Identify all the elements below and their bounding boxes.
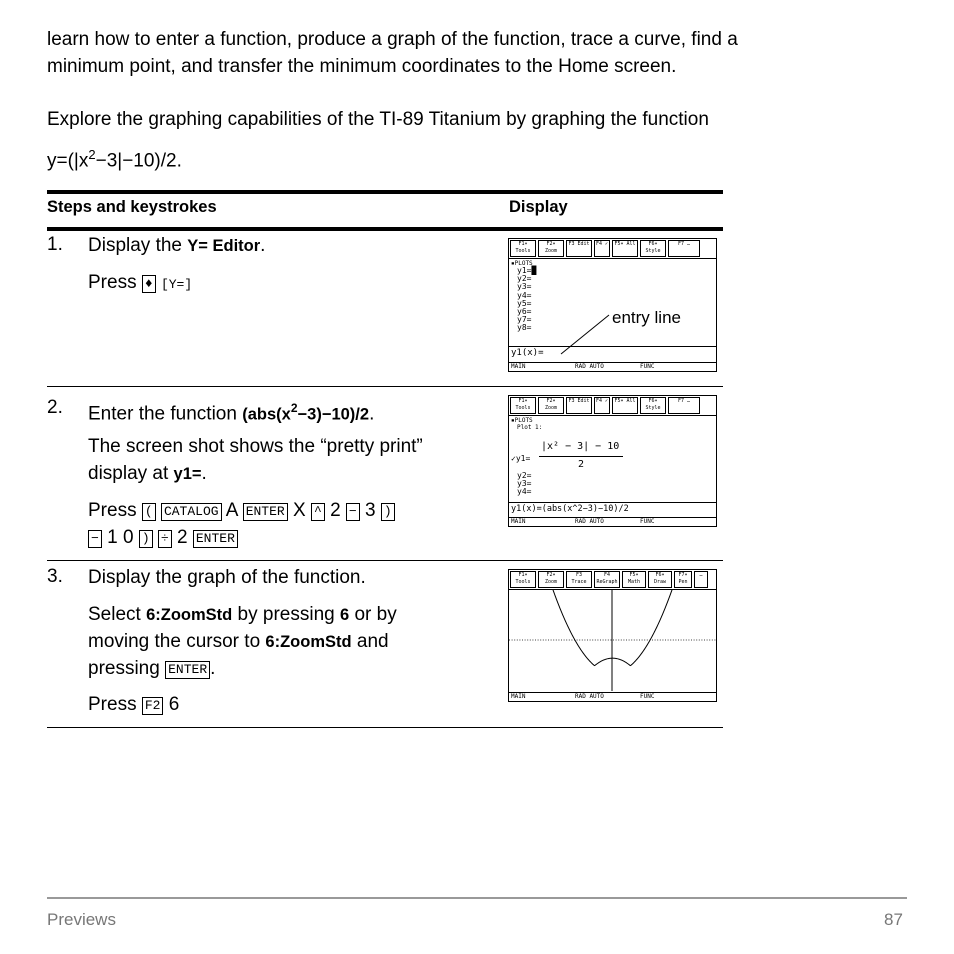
step-2-bold-a: (abs(x [242, 405, 291, 424]
select-text: pressing [88, 658, 166, 679]
zoomstd-bold: 6:ZoomStd [146, 606, 233, 624]
toolbar-key: F4 ✓ [594, 397, 610, 414]
digit-0: 0 [122, 527, 134, 548]
step-2-end: . [369, 403, 375, 425]
toolbar-key: F3 Trace [566, 571, 592, 588]
step-2-bold-b: −3)−10)/2 [297, 405, 370, 424]
y-line: y7= [517, 315, 532, 325]
toolbar-key: F3 Edit [566, 240, 592, 257]
toolbar-key: F6▾ Style [640, 397, 666, 414]
letter-x: X [293, 500, 306, 521]
calculator-screen-y-editor [508, 238, 717, 372]
toolbar-key: F2▾ Zoom [538, 397, 564, 414]
column-header-steps: Steps and keystrokes [47, 198, 217, 216]
step-1-end: . [260, 235, 266, 256]
entry-line-callout: entry line [612, 308, 681, 327]
footer-section: Previews [47, 910, 116, 929]
table-header-rule [47, 227, 723, 231]
diamond-key: ♦ [142, 275, 156, 293]
toolbar-key: F1▾ Tools [510, 240, 536, 257]
fraction-numerator: |x² − 3| − 10 [541, 441, 620, 452]
toolbar-key: F5▾ All [612, 240, 638, 257]
plots-label: ▪PLOTS [511, 260, 533, 267]
function-expression [47, 141, 182, 174]
select-text: Select [88, 604, 147, 625]
step-1-bold: Y= Editor [187, 237, 261, 255]
function-graph [509, 590, 716, 691]
step-3-number: 3. [47, 566, 63, 587]
step-1-text-a: Display the [88, 235, 188, 256]
status-mode: MAIN [511, 363, 526, 370]
screen-toolbar [509, 396, 716, 416]
digit-2: 2 [177, 527, 188, 548]
toolbar-key: F4 ✓ [594, 240, 610, 257]
plot-1-label: Plot 1: [517, 424, 543, 431]
minus-key: − [346, 503, 360, 521]
entry-line: y1(x)=(abs(x^2−3)−10)/2 [511, 504, 629, 514]
y-line: y2= [517, 471, 532, 480]
footer-rule [47, 897, 907, 899]
digit-6: 6 [168, 694, 180, 715]
caret-key: ^ [311, 503, 325, 521]
page-number: 87 [884, 910, 903, 929]
entry-line-divider [509, 502, 716, 503]
status-angle: RAD AUTO [575, 518, 604, 525]
table-top-rule [47, 190, 723, 194]
note-bold: y1= [173, 465, 202, 483]
function-suffix: −3|−10)/2. [95, 150, 182, 172]
note-text: display at [88, 463, 174, 484]
letter-a: A [225, 500, 238, 521]
step-3-select-2 [88, 628, 498, 656]
toolbar-key: F6▾ Style [640, 240, 666, 257]
note-end: . [201, 463, 207, 484]
divide-key: ÷ [158, 530, 172, 548]
step-1-number: 1. [47, 234, 63, 255]
toolbar-key: F2▾ Zoom [538, 571, 564, 588]
step-1-press [88, 269, 488, 298]
status-mode: MAIN [511, 693, 526, 700]
calculator-screen-pretty-print [508, 395, 717, 527]
enter-key: ENTER [243, 503, 288, 521]
entry-line: y1(x)= [511, 348, 544, 358]
select-text: or by [349, 604, 397, 625]
toolbar-key: F1▾ Tools [510, 571, 536, 588]
status-mode: MAIN [511, 518, 526, 525]
step-2-press-line-2 [88, 524, 488, 551]
step-2-note-2 [88, 460, 488, 488]
step-3-title: Display the graph of the function. [88, 567, 366, 588]
calculator-screen-graph [508, 569, 717, 702]
step-1-text [88, 232, 488, 260]
toolbar-key: F1▾ Tools [510, 397, 536, 414]
toolbar-key: F7 … [668, 240, 700, 257]
step-3-press [88, 691, 488, 718]
press-label: Press [88, 500, 137, 521]
y-line: y8= [517, 323, 532, 333]
enter-key: ENTER [193, 530, 238, 548]
minus-key: − [88, 530, 102, 548]
function-exponent: 2 [88, 147, 96, 162]
step-2-exponent: 2 [290, 401, 298, 415]
catalog-key: CATALOG [161, 503, 222, 521]
status-graph-mode: FUNC [640, 693, 655, 700]
y-line: y4= [517, 290, 532, 300]
y-line: y2= [517, 274, 532, 284]
key-6-bold: 6 [340, 606, 350, 624]
toolbar-key: F6▾ Draw [648, 571, 672, 588]
toolbar-key: F5▾ All [612, 397, 638, 414]
y-line: y1=█ [517, 266, 537, 275]
select-text: by pressing [232, 604, 340, 625]
close-paren-key: ) [381, 503, 395, 521]
digit-1: 1 [107, 527, 118, 548]
column-header-display: Display [509, 198, 568, 216]
status-bar [509, 362, 716, 371]
step-2-number: 2. [47, 397, 63, 418]
status-bar [509, 517, 716, 526]
y-equals-key: [Y=] [160, 277, 193, 292]
explore-line-1: Explore the graphing capabilities of the TI-89 Titanium by graphing the function [47, 109, 709, 130]
open-paren-key: ( [142, 503, 156, 521]
y-line: y4= [517, 487, 532, 497]
status-angle: RAD AUTO [575, 693, 604, 700]
row-divider [47, 386, 723, 387]
toolbar-key: … [694, 571, 708, 588]
y-line: y3= [517, 479, 532, 489]
step-2-text-a: Enter the function [88, 403, 243, 425]
y-line: y6= [517, 307, 532, 317]
plots-label: ▪PLOTS [511, 417, 533, 424]
zoomstd-bold: 6:ZoomStd [265, 633, 352, 651]
fraction-denominator: 2 [578, 459, 585, 470]
f2-key: F2 [142, 697, 164, 715]
status-graph-mode: FUNC [640, 363, 655, 370]
digit-3: 3 [365, 500, 376, 521]
status-graph-mode: FUNC [640, 518, 655, 525]
enter-key: ENTER [165, 661, 210, 679]
press-label: Press [88, 272, 137, 293]
step-2-note-1: The screen shot shows the “pretty print” [88, 436, 423, 457]
y-line: y5= [517, 298, 532, 308]
select-text: moving the cursor to [88, 631, 266, 652]
row-divider [47, 560, 723, 561]
toolbar-key: F7 … [668, 397, 700, 414]
toolbar-key: F4 ReGraph [594, 571, 620, 588]
y-list [517, 472, 531, 497]
table-bottom-rule [47, 727, 723, 728]
function-prefix: y=(|x [47, 150, 89, 172]
digit-2: 2 [330, 500, 341, 521]
intro-line-2: minimum point, and transfer the minimum coordinates to the Home screen. [47, 56, 677, 77]
status-bar [509, 692, 716, 701]
y-line: y3= [517, 282, 532, 292]
screen-toolbar [509, 570, 716, 590]
select-text: and [351, 631, 389, 652]
y1-label: ✓y1= [511, 454, 531, 463]
step-2-press-line-1 [88, 497, 493, 524]
select-text: . [210, 658, 216, 679]
intro-line-1: learn how to enter a function, produce a graph of the function, trace a curve, find a [47, 29, 738, 50]
fraction-bar [539, 456, 623, 457]
toolbar-key: F2▾ Zoom [538, 240, 564, 257]
step-3-select-3 [88, 655, 488, 682]
toolbar-key: F7▾ Pen [674, 571, 692, 588]
toolbar-key: F3 Edit [566, 397, 592, 414]
step-2-text [88, 395, 498, 428]
callout-pointer [509, 239, 716, 371]
step-3-select-1 [88, 601, 498, 629]
status-angle: RAD AUTO [575, 363, 604, 370]
press-label: Press [88, 694, 137, 715]
close-paren-key: ) [139, 530, 153, 548]
toolbar-key: F5▾ Math [622, 571, 646, 588]
